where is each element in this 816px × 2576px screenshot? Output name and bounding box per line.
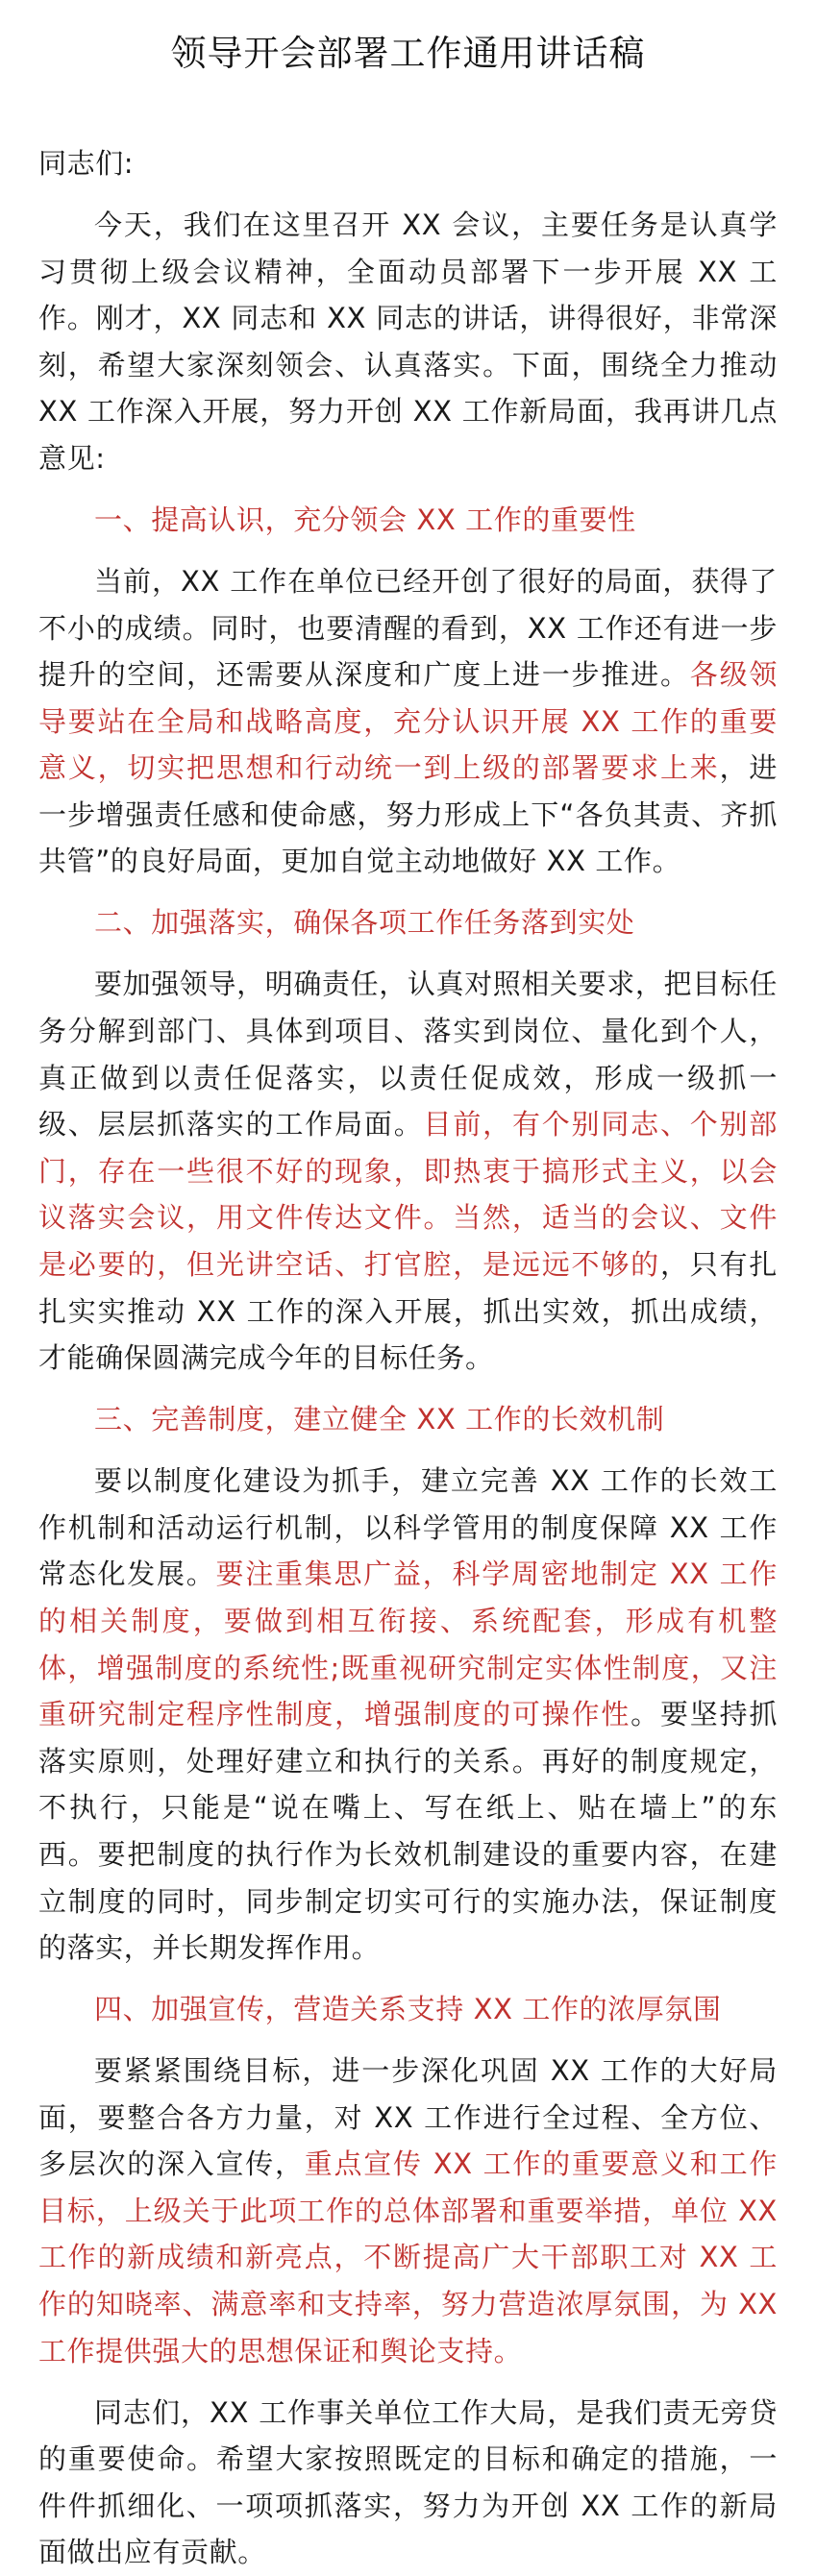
section-3-paragraph [38, 1458, 778, 1972]
section-1-text-b: ，进一步增强责任感和使命感，努力形成上下“各负其责、齐抓共管”的良好局面，更加自觉主动地做好 XX 工作。 [38, 751, 778, 878]
section-2-text-a: 要加强领导，明确责任，认真对照相关要求，把目标任务分解到部门、具体到项目、落实到岗位、量化到个人，真正做到以责任促落实，以责任促成效，形成一级抓一级、层层抓落实的工作局面。 [38, 968, 778, 1141]
section-1-heading: 一、提高认识，充分领会 XX 工作的重要性 [94, 503, 636, 536]
section-3-text-a: 要以制度化建设为抓手，建立完善 XX 工作的长效工作机制和活动运行机制，以科学管用的制度保障 XX 工作常态化发展。 [38, 1464, 778, 1591]
section-2-text-b: ，只有扎扎实实推动 XX 工作的深入开展，抓出实效，抓出成绩，才能确保圆满完成今年的目标任务。 [38, 1248, 778, 1375]
speech-body [38, 140, 778, 2576]
section-3-text-b: 。要坚持抓落实原则，处理好建立和执行的关系。再好的制度规定，不执行，只能是“说在嘴上、写在纸上、贴在墙上”的东西。要把制度的执行作为长效机制建设的重要内容，在建立制度的同时，同步制定切实可行的实施办法，保证制度的落实，并长期发挥作用。 [38, 1698, 778, 1965]
section-4-text-a: 要紧紧围绕目标，进一步深化巩固 XX 工作的大好局面，要整合各方力量，对 XX 工作进行全过程、全方位、多层次的深入宣传， [38, 2054, 778, 2181]
section-4-paragraph [38, 2048, 778, 2374]
section-4-heading: 四、加强宣传，营造关系支持 XX 工作的浓厚氛围 [94, 1993, 722, 2026]
greeting: 同志们: [38, 147, 135, 180]
section-1-paragraph [38, 558, 778, 885]
section-2-heading: 二、加强落实，确保各项工作任务落到实处 [94, 906, 635, 940]
section-2-paragraph [38, 961, 778, 1381]
section-3-emphasis: 要注重集思广益，科学周密地制定 XX 工作的相关制度，要做到相互衔接、系统配套，形成有机整体，增强制度的系统性;既重视研究制定实体性制度，又注重研究制定程序性制度，增强制度的可操作性 [38, 1558, 778, 1731]
section-4-emphasis: 重点宣传 XX 工作的重要意义和工作目标，上级关于此项工作的总体部署和重要举措，单位 XX 工作的新成绩和新亮点，不断提高广大干部职工对 XX 工作的知晓率、满意率和支持率，努力营造浓厚氛围，为 XX 工作提供强大的思想保证和舆论支持。 [38, 2147, 778, 2367]
closing-paragraph: 同志们，XX 工作事关单位工作大局，是我们责无旁贷的重要使命。希望大家按照既定的目标和确定的措施，一件件抓细化、一项项抓落实，努力为开创 XX 工作的新局面做出应有贡献。 [38, 2395, 778, 2569]
section-3-heading: 三、完善制度，建立健全 XX 工作的长效机制 [94, 1403, 665, 1436]
intro-paragraph: 今天，我们在这里召开 XX 会议，主要任务是认真学习贯彻上级会议精神，全面动员部署下一步开展 XX 工作。刚才，XX 同志和 XX 同志的讲话，讲得很好，非常深刻，希望大家深刻领会、认真落实。下面，围绕全力推动 XX 工作深入开展，努力开创 XX 工作新局面，我再讲几点意见: [38, 208, 778, 475]
page-title: 领导开会部署工作通用讲话稿 [170, 33, 646, 74]
section-1-emphasis: 各级领导要站在全局和战略高度，充分认识开展 XX 工作的重要意义，切实把思想和行动统一到上级的部署要求上来 [38, 658, 778, 785]
section-1-text-a: 当前，XX 工作在单位已经开创了很好的局面，获得了不小的成绩。同时，也要清醒的看到，XX 工作还有进一步提升的空间，还需要从深度和广度上进一步推进。 [38, 564, 778, 692]
section-2-emphasis: 目前，有个别同志、个别部门，存在一些很不好的现象，即热衷于搞形式主义，以会议落实会议，用文件传达文件。当然，适当的会议、文件是必要的，但光讲空话、打官腔，是远远不够的 [38, 1108, 779, 1282]
